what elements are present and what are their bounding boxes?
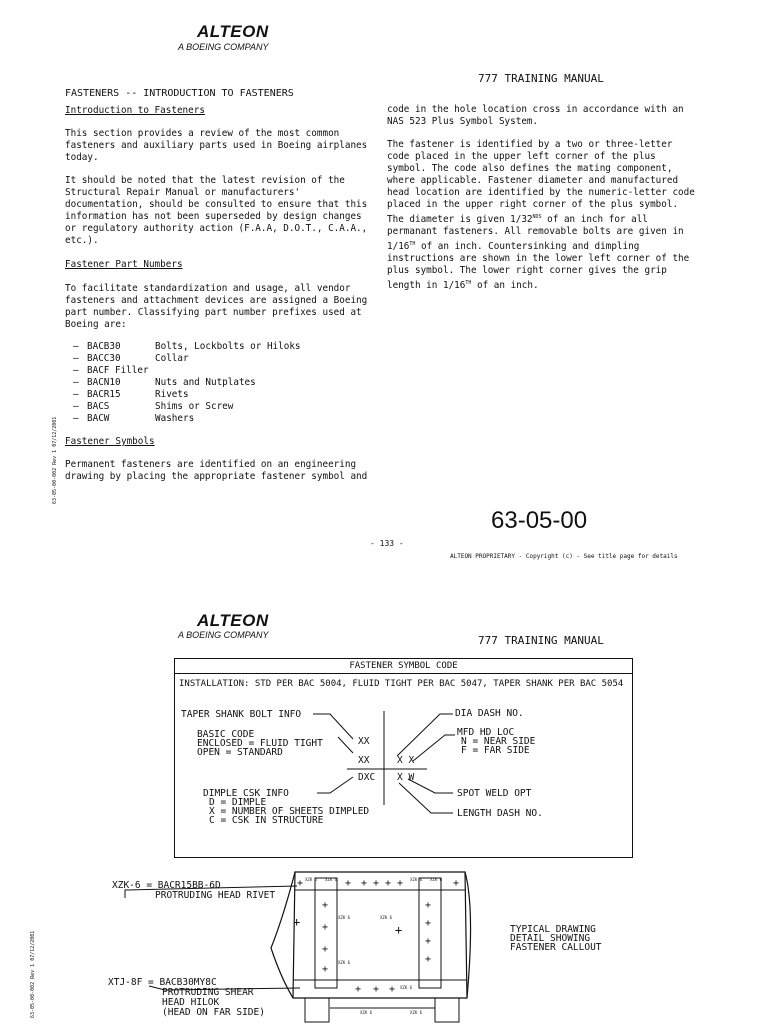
svg-text:+: + [293,915,301,929]
svg-text:+: + [373,984,380,995]
near-side-label: N = NEAR SIDE [461,736,536,747]
callout-1-code: XZK-6 = BACR15BB-6D [112,880,221,891]
svg-text:+: + [322,964,329,975]
list-item: – BACR15 Rivets [73,389,189,400]
fastener-symbol-code-box [174,658,633,858]
svg-text:+: + [389,984,396,995]
section-title: FASTENERS -- INTRODUCTION TO FASTENERS [65,88,294,99]
symbol-x-w: X W [397,772,415,783]
svg-text:+: + [322,900,329,911]
svg-text:+: + [322,944,329,955]
manual-title: 777 TRAINING MANUAL [478,634,604,647]
symbol-x-x: X X [397,755,415,766]
callout-2-code: XTJ-8F = BACB30MY8C [108,977,217,988]
svg-text:+: + [425,900,432,911]
list-item: – BACF Filler [73,365,149,376]
footer-copyright: ALTEON PROPRIETARY - Copyright (c) - See title page for details [450,553,678,560]
right-paragraph-2: The fastener is identified by a two or three-letter code placed in the upper left corner of the plus symbol. The code also defines the mating component, where applicable. Fastener diameter and manufactured head location are identified by the numeric-letter code placed in the upper right corner of the plus symbol. The diameter is given $1/32^{NDS}$ of an inch for all permanant fasteners. All removable bolts are given in 1/16TH of an inch. Countersinking and dimpling instructions are shown in the lower left corner of the plus symbol. The lower right corner gives the grip length in 1/16TH of an inch. [387,139,695,292]
right-paragraph-1: code in the hole location cross in accordance with an NAS 523 Plus Symbol System. [387,104,684,127]
symbol-dxc: DXC [358,772,376,783]
callout-1-description: PROTRUDING HEAD RIVET [155,890,276,901]
dimple-info-label: DIMPLE CSK INFO [203,788,289,799]
section-number: 63-05-00 [491,507,588,534]
callout-2-description-3: (HEAD ON FAR SIDE) [162,1007,265,1018]
fastener-mark: XZK 6 [338,915,351,920]
intro-paragraph-2: It should be noted that the latest revision of the Structural Repair Manual or manufacturers' documentation, should be consulted to ensure that this information has not been superseded by design changes or regulatory authority action (F.A.A, D.O.T., C.A.A., etc.). [65,175,368,246]
dia-dash-label: DIA DASH NO. [455,708,524,719]
brand-logo: ALTEON [197,611,269,630]
svg-text:+: + [425,936,432,947]
fastener-mark: XZK 6 [400,985,413,990]
dimple-x-label: X = NUMBER OF SHEETS DIMPLED [209,806,370,817]
fastener-mark: XZK 6 [360,1010,373,1015]
fastener-mark: XZK 6 [430,877,443,882]
svg-text:+: + [453,878,460,889]
svg-text:+: + [355,984,362,995]
box-title: FASTENER SYMBOL CODE [175,659,632,674]
fastener-mark: XZK 6 [325,877,338,882]
svg-text:+: + [297,878,304,889]
svg-text:+: + [322,922,329,933]
brand-subtitle: A BOEING COMPANY [178,42,269,52]
symbol-xx-top: XX [358,736,370,747]
part-numbers-paragraph: To facilitate standardization and usage, all vendor fasteners and attachment devices are assigned a Boeing part number. Classifying part number prefixes used at Boeing are: [65,283,368,330]
basic-code-label: BASIC CODE [197,729,255,740]
manual-title: 777 TRAINING MANUAL [478,72,604,85]
callout-2-description-1: PROTRUDING SHEAR [162,987,254,998]
symbols-heading: Fastener Symbols [65,436,155,447]
fastener-mark: XZK 6 [410,1010,423,1015]
page-number: - 133 - [370,539,404,548]
list-item: – BACC30 Collar [73,353,189,364]
side-revision-text: 63-05-00-002 Rev 1 07/12/2001 [52,416,58,504]
list-item: – BACB30 Bolts, Lockbolts or Hiloks [73,341,301,352]
svg-text:+: + [425,954,432,965]
svg-text:+: + [345,878,352,889]
dimple-c-label: C = CSK IN STRUCTURE [209,815,324,826]
list-item: – BACW Washers [73,413,195,424]
typical-drawing-label-2: DETAIL SHOWING [510,933,591,944]
spot-weld-label: SPOT WELD OPT [457,788,532,799]
svg-text:+: + [385,878,392,889]
typical-drawing-label-1: TYPICAL DRAWING [510,924,596,935]
svg-text:+: + [395,923,403,937]
svg-text:+: + [361,878,368,889]
svg-text:+: + [425,918,432,929]
dimple-d-label: D = DIMPLE [209,797,267,808]
callout-2-description-2: HEAD HILOK [162,997,220,1008]
symbols-paragraph: Permanent fasteners are identified on an engineering drawing by placing the appropriate fastener symbol and [65,459,368,482]
far-side-label: F = FAR SIDE [461,745,530,756]
mfd-hd-label: MFD HD LOC [457,727,515,738]
svg-text:+: + [397,878,404,889]
side-revision-text: 63-05-00-002 Rev 1 07/12/2001 [30,930,36,1018]
enclosed-label: ENCLOSED = FLUID TIGHT [197,738,323,749]
intro-paragraph-1: This section provides a review of the most common fasteners and auxiliary parts used in Boeing airplanes today. [65,128,368,163]
list-item: – BACS Shims or Screw [73,401,234,412]
brand-logo: ALTEON [197,22,269,41]
taper-shank-label: TAPER SHANK BOLT INFO [181,709,302,720]
installation-note: INSTALLATION: STD PER BAC 5004, FLUID TIGHT PER BAC 5047, TAPER SHANK PER BAC 5054 [179,679,624,689]
brand-subtitle: A BOEING COMPANY [178,630,269,640]
length-dash-label: LENGTH DASH NO. [457,808,543,819]
intro-heading: Introduction to Fasteners [65,105,205,116]
fastener-mark: XZK 6 [305,877,318,882]
fastener-mark: XZK 6 [380,915,393,920]
fastener-mark: XZK 6 [338,960,351,965]
symbol-xx: XX [358,755,370,766]
list-item: – BACN10 Nuts and Nutplates [73,377,256,388]
svg-text:+: + [373,878,380,889]
part-prefix-list [73,341,301,425]
typical-drawing-label-3: FASTENER CALLOUT [510,942,602,953]
part-numbers-heading: Fastener Part Numbers [65,259,183,270]
open-label: OPEN = STANDARD [197,747,283,758]
fastener-mark: XZK 6 [410,877,423,882]
